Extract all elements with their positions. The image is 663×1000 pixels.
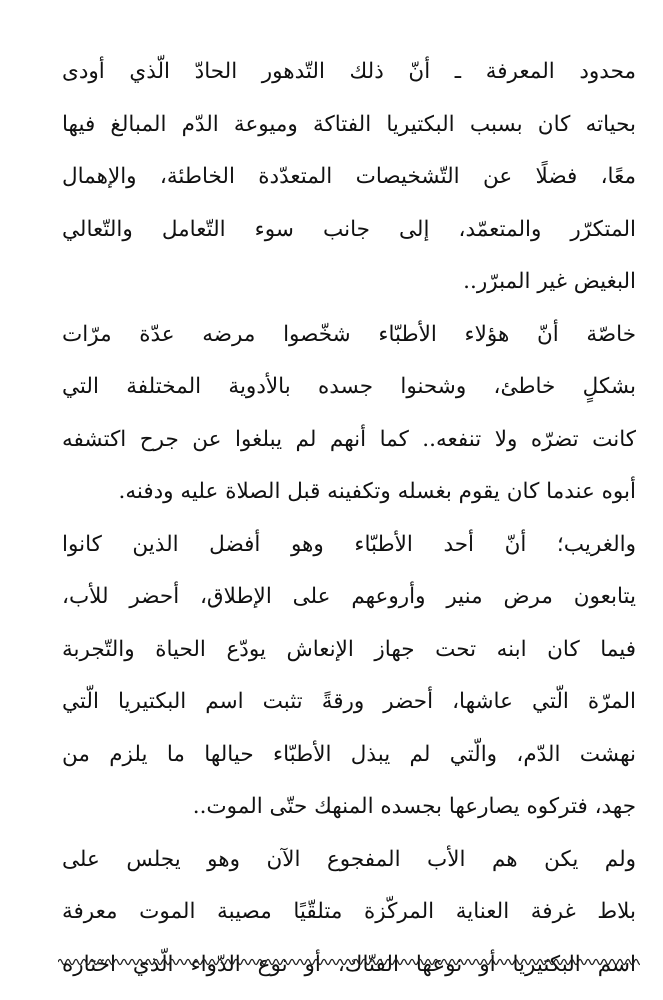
text-line: كانت تضرّه ولا تنفعه.. كما أنهم لم يبلغوا عن جرح اكتشفه: [62, 426, 636, 452]
text-line: معًا، فضلًا عن التّشخيصات المتعدّدة الخاطئة، والإهمال: [62, 164, 636, 189]
text-line: أبوه عندما كان يقوم بغسله وتكفينه قبل الصلاة عليه ودفنه.: [118, 479, 636, 504]
text-line: والغريب؛ أنّ أحد الأطبّاء وهو أفضل الذين كانوا: [62, 531, 636, 557]
text-line: بحياته كان بسبب البكتيريا الفتاكة وميوعة الدّم المبالغ فيها: [62, 111, 636, 137]
paragraph-1: [62, 46, 636, 309]
wavy-line-icon: [58, 955, 640, 969]
text-line: خاصّة أنّ هؤلاء الأطبّاء شخّصوا مرضه عدّة مرّات: [62, 321, 636, 347]
text-line: المرّة الّتي عاشها، أحضر ورقةً تثبت اسم البكتيريا الّتي: [62, 689, 636, 714]
text-line: البغيض غير المبرّر..: [463, 269, 636, 294]
text-line: نهشت الدّم، والّتي لم يبذل الأطبّاء حيالها ما يلزم من: [62, 741, 636, 767]
text-line: ولم يكن هم الأب المفجوع الآن وهو يجلس على: [62, 846, 636, 872]
text-line: يتابعون مرض منير وأروعهم على الإطلاق، أحضر للأب،: [62, 584, 636, 609]
text-line: بشكلٍ خاطئ، وشحنوا جسده بالأدوية المختلفة التي: [62, 374, 636, 399]
paragraph-2: [62, 309, 636, 519]
book-page-text: [62, 46, 636, 991]
text-line: جهد، فتركوه يصارعها بجسده المنهك حتّى الموت..: [192, 794, 636, 819]
paragraph-3: [62, 519, 636, 834]
text-line: المتكرّر والمتعمّد، إلى جانب سوء التّعامل والتّعالي: [62, 216, 636, 242]
text-line: محدود المعرفة ـ أنّ ذلك التّدهور الحادّ الّذي أودى: [62, 59, 636, 84]
text-line: فيما كان ابنه تحت جهاز الإنعاش يودّع الحياة والتّجربة: [62, 636, 636, 662]
text-line: اسم البكتيريا أو نوعها الفتّاك، أو نوع الدّواء الّذي اختاره: [62, 951, 636, 977]
text-line: بلاط غرفة العناية المركّزة متلقّيًا مصيبة الموت معرفة: [62, 899, 636, 924]
